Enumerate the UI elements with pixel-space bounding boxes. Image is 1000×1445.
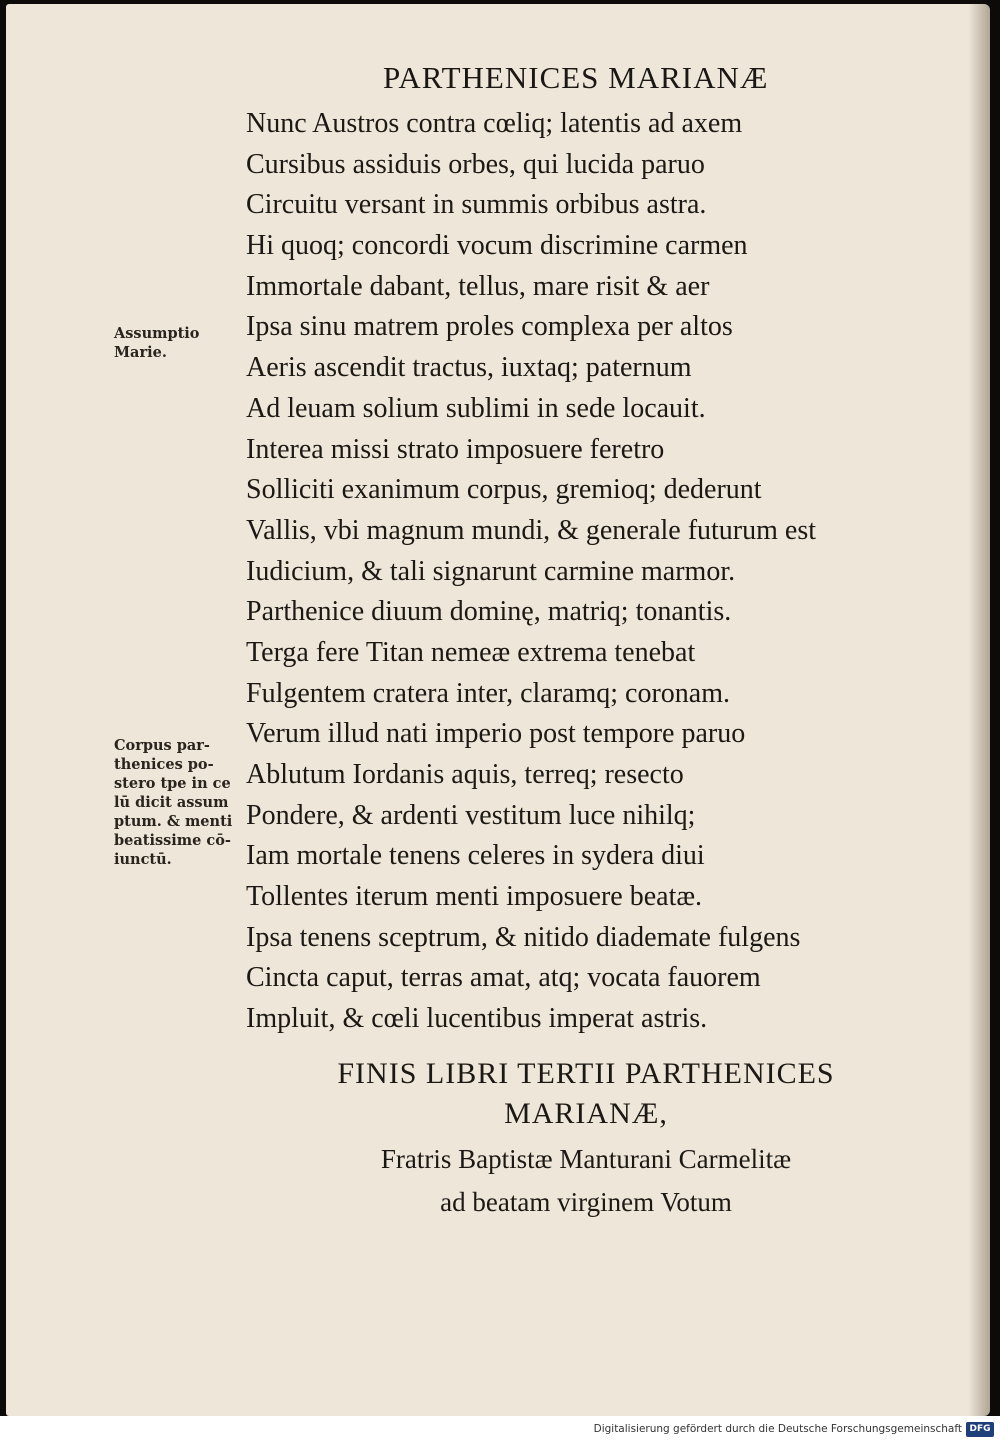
marginal-gloss-corpus: [114, 736, 244, 869]
verse-line: Iam mortale tenens celeres in sydera diui: [246, 840, 705, 872]
spine-shadow: [968, 4, 990, 1416]
verse-line: Ablutum Iordanis aquis, terreq; resecto: [246, 759, 684, 790]
verse-line: Pondere, & ardenti vestitum luce nihilq;: [246, 799, 696, 831]
verse-line: Tollentes iterum menti imposuere beatæ.: [246, 881, 703, 913]
verse-line: Iudicium, & tali signarunt carmine marmor.: [246, 555, 736, 587]
gloss-line: iunctū.: [114, 851, 172, 868]
verse-line: Fulgentem cratera inter, claramq; coronam.: [246, 677, 730, 709]
finis-title: [246, 1054, 926, 1134]
running-header: PARTHENICES MARIANÆ: [383, 60, 769, 95]
verse-line: Verum illud nati imperio post tempore paruo: [246, 718, 746, 750]
finis-subtitle-line: Fratris Baptistæ Manturani Carmelitæ: [380, 1144, 792, 1174]
verse-line: Cincta caput, terras amat, atq; vocata fauorem: [246, 962, 761, 994]
verse-line: Interea missi strato imposuere feretro: [246, 433, 665, 465]
finis-subtitle: [246, 1138, 926, 1224]
verse-line: Solliciti exanimum corpus, gremioq; dederunt: [246, 474, 762, 506]
book-page: [6, 4, 990, 1416]
gloss-line: beatissime cō-: [114, 832, 231, 849]
verse-line: Immortale dabant, tellus, mare risit & aer: [246, 270, 710, 302]
gloss-line: stero tpe in ce: [114, 775, 231, 792]
marginal-gloss-assumption: [114, 324, 244, 362]
verse-line: Ipsa tenens sceptrum, & nitido diademate fulgens: [246, 921, 801, 953]
verse-line: Parthenice diuum dominę, matriq; tonantis.: [246, 596, 732, 628]
verse-line: Vallis, vbi magnum mundi, & generale futurum est: [246, 514, 817, 546]
dfg-logo-icon: DFG: [966, 1422, 994, 1437]
gloss-line: ptum. & menti: [114, 813, 233, 830]
gloss-line: Marie.: [114, 344, 167, 361]
gloss-line: Corpus par-: [114, 737, 210, 754]
verse-line: Hi quoq; concordi vocum discrimine carmen: [246, 230, 748, 262]
verse-line: Aeris ascendit tractus, iuxtaq; paternum: [246, 352, 692, 384]
verse-line: Cursibus assiduis orbes, qui lucida paruo: [246, 148, 705, 180]
finis-subtitle-line: ad beatam virginem Votum: [440, 1187, 732, 1217]
gloss-line: thenices po-: [114, 756, 214, 773]
verse-block: [246, 104, 906, 1040]
gloss-line: Assumptio: [114, 325, 200, 342]
gloss-line: lū dicit assum: [114, 794, 229, 811]
verse-line: Nunc Austros contra cœliq; latentis ad axem: [246, 108, 743, 139]
finis-title-line: MARIANÆ,: [504, 1097, 668, 1130]
verse-line: Impluit, & cœli lucentibus imperat astris.: [246, 1003, 708, 1035]
verse-line: Ad leuam solium sublimi in sede locauit.: [246, 392, 706, 424]
verse-line: Ipsa sinu matrem proles complexa per altos: [246, 311, 733, 343]
funding-credit: Digitalisierung gefördert durch die Deutsche Forschungsgemeinschaft: [593, 1423, 962, 1435]
verse-line: Circuitu versant in summis orbibus astra.: [246, 189, 707, 221]
digitization-footer: [0, 1416, 1000, 1445]
verse-line: Terga fere Titan nemeæ extrema tenebat: [246, 636, 696, 668]
finis-title-line: FINIS LIBRI TERTII PARTHENICES: [337, 1057, 835, 1090]
